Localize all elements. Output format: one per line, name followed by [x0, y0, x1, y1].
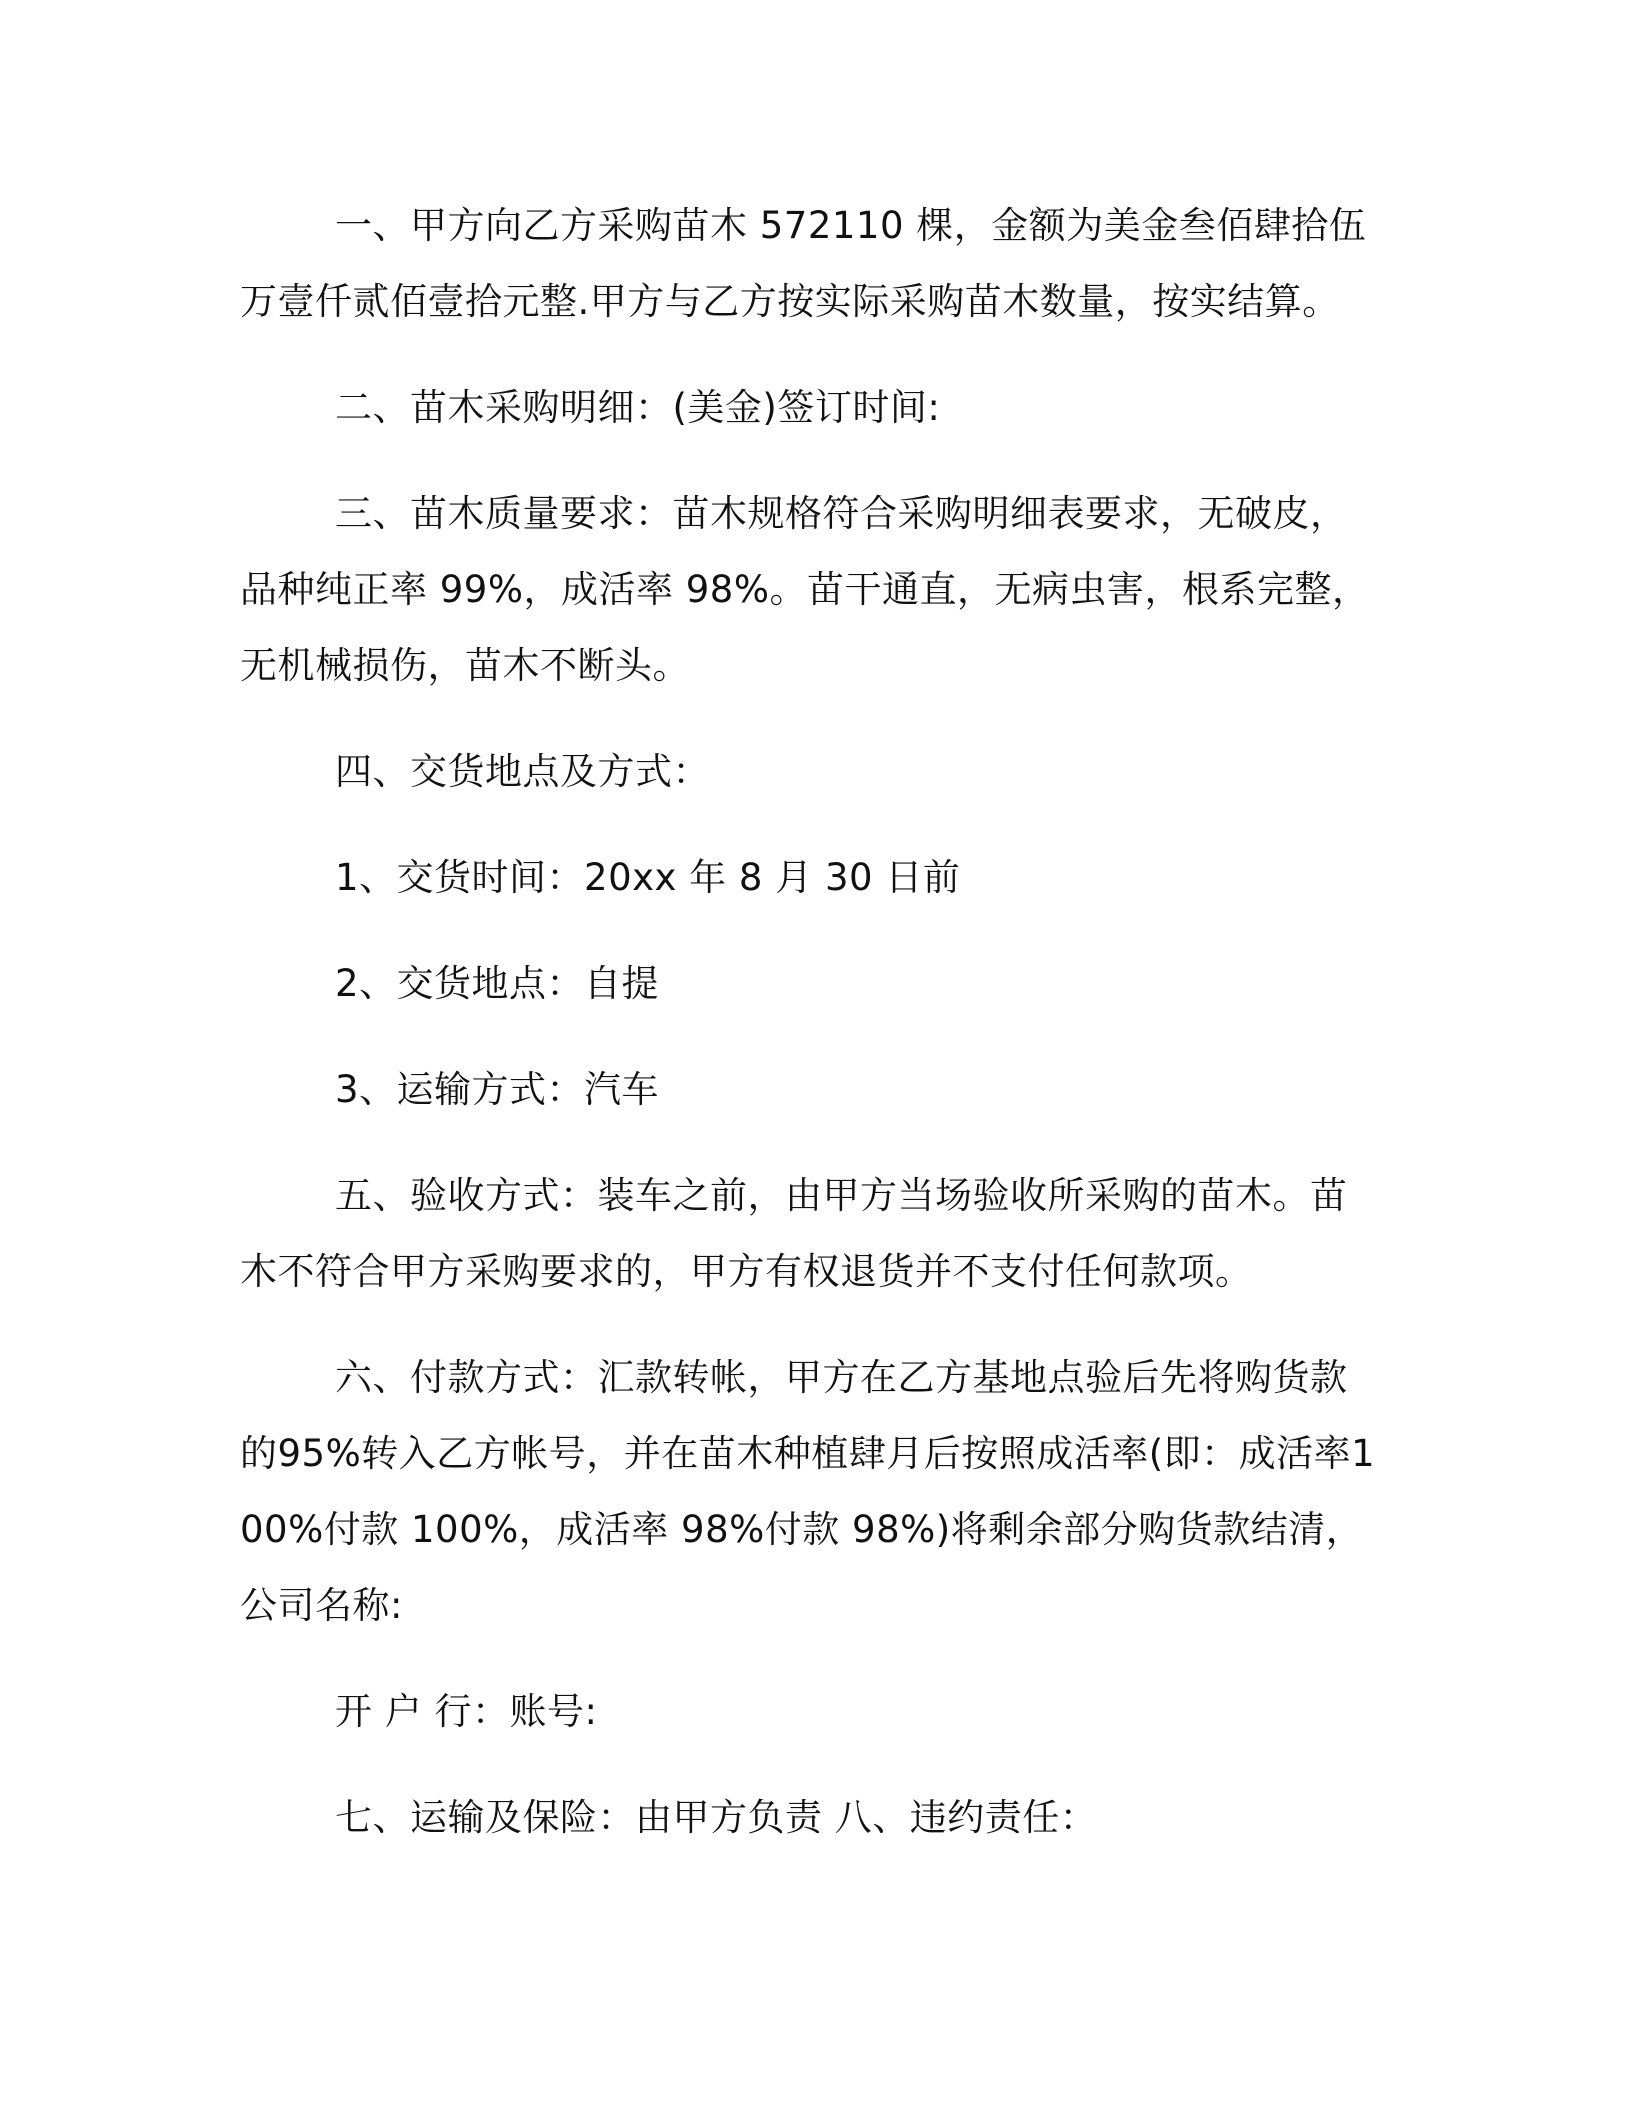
paragraph-transport-method: 3、运输方式：汽车 [335, 1068, 660, 1111]
paragraph-delivery-time: 1、交货时间：20xx 年 8 月 30 日前 [335, 856, 961, 899]
paragraph-purchase-amount: 一、甲方向乙方采购苗木 572110 棵，金额为美金叁佰肆拾伍万壹仟贰佰壹拾元整.甲方与乙方按实际采购苗木数量，按实结算。 [240, 204, 1367, 323]
paragraph-bank-account: 开 户 行：账号: [335, 1690, 598, 1733]
paragraph-acceptance-method: 五、验收方式：装车之前，由甲方当场验收所采购的苗木。苗木不符合甲方采购要求的，甲方有权退货并不支付任何款项。 [240, 1174, 1348, 1293]
paragraph-delivery-heading: 四、交货地点及方式： [335, 750, 710, 793]
document-body [240, 188, 1380, 1856]
paragraph-delivery-place: 2、交货地点：自提 [335, 962, 660, 1005]
paragraph-payment-method: 六、付款方式：汇款转帐，甲方在乙方基地点验后先将购货款的95%转入乙方帐号，并在苗木种植肆月后按照成活率(即：成活率100%付款 100%，成活率 98%付款 98%)将剩余部分购货款结清，公司名称: [240, 1356, 1376, 1627]
paragraph-transport-insurance: 七、运输及保险：由甲方负责 八、违约责任： [335, 1796, 1098, 1839]
paragraph-purchase-details: 二、苗木采购明细：(美金)签订时间: [335, 386, 941, 429]
paragraph-quality-requirements: 三、苗木质量要求：苗木规格符合采购明细表要求，无破皮，品种纯正率 99%，成活率 98%。苗干通直，无病虫害，根系完整，无机械损伤，苗木不断头。 [240, 492, 1370, 687]
